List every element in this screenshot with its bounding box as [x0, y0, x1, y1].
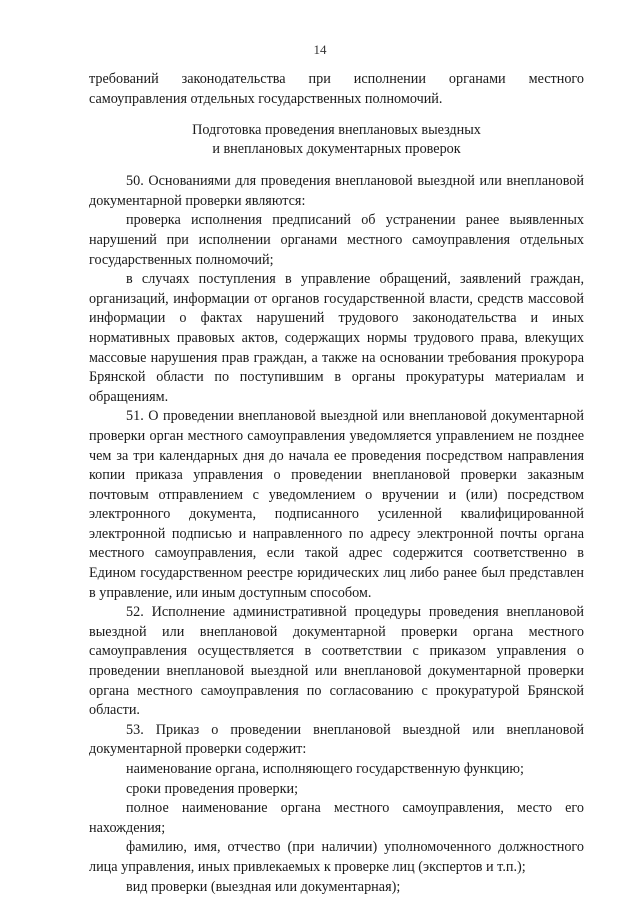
paragraph-51: 51. О проведении внеплановой выездной или внеплановой документарной проверки орган местного самоуправления уведомляется управлением не позднее чем за три календарных дня до начала ее проведения посредством направления копии приказа управления о проведении внеплановой проверки заказным почтовым отправлением с уведомлением о вручении и (или) посредством электронного документа, подписанного усиленной квалифицированной электронной подписью и направленного по адресу электронной почты органа местного самоуправления, если такой адрес содержится соответственно в Едином государственном реестре юридических лиц либо ранее был представлен в управление, или иным доступным способом. — [89, 408, 584, 601]
section-title-line-2: и внеплановых документарных проверок — [212, 140, 461, 157]
list-item-complaints: в случаях поступления в управление обращений, заявлений граждан, организаций, информации от органов государственной власти, средств массовой информации о фактах нарушений трудового законодательства и иных нормативных правовых актов, содержащих нормы трудового права, влекущих массовые нарушения прав граждан, а также на основании требования прокурора Брянской области по поступившим в органы прокуратуры материалам и обращениям. — [89, 271, 584, 405]
list-item-terms: сроки проведения проверки; — [126, 780, 299, 797]
paragraph-52: 52. Исполнение административной процедуры проведения внеплановой выездной или внеплановой документарной проверки органа местного самоуправления осуществляется в соответствии с приказом управления о проведении внеплановой выездной или внеплановой документарной проверки органа местного самоуправления по согласованию с прокуратурой Брянской области. — [89, 604, 584, 719]
intro-paragraph: требований законодательства при исполнении органами местного самоуправления отдельных государственных полномочий. — [89, 71, 584, 107]
section-title — [89, 121, 584, 158]
paragraph-50: 50. Основаниями для проведения внеплановой выездной или внеплановой документарной проверки являются: — [89, 173, 584, 209]
list-item-check-type: вид проверки (выездная или документарная); — [126, 878, 401, 895]
list-item-organ-name: наименование органа, исполняющего государственную функцию; — [126, 761, 524, 777]
list-item-full-name: полное наименование органа местного самоуправления, место его нахождения; — [89, 800, 584, 836]
list-item-official: фамилию, имя, отчество (при наличии) уполномоченного должностного лица управления, иных привлекаемых к проверке лиц (экспертов и т.п.); — [89, 839, 584, 875]
page-number: 14 — [313, 42, 327, 57]
list-item-check-orders: проверка исполнения предписаний об устранении ранее выявленных нарушений при исполнении органами местного самоуправления отдельных государственных полномочий; — [89, 212, 584, 268]
section-title-line-1: Подготовка проведения внеплановых выездных — [192, 122, 481, 139]
paragraph-53: 53. Приказ о проведении внеплановой выездной или внеплановой документарной проверки содержит: — [89, 721, 584, 758]
document-body — [89, 70, 584, 897]
